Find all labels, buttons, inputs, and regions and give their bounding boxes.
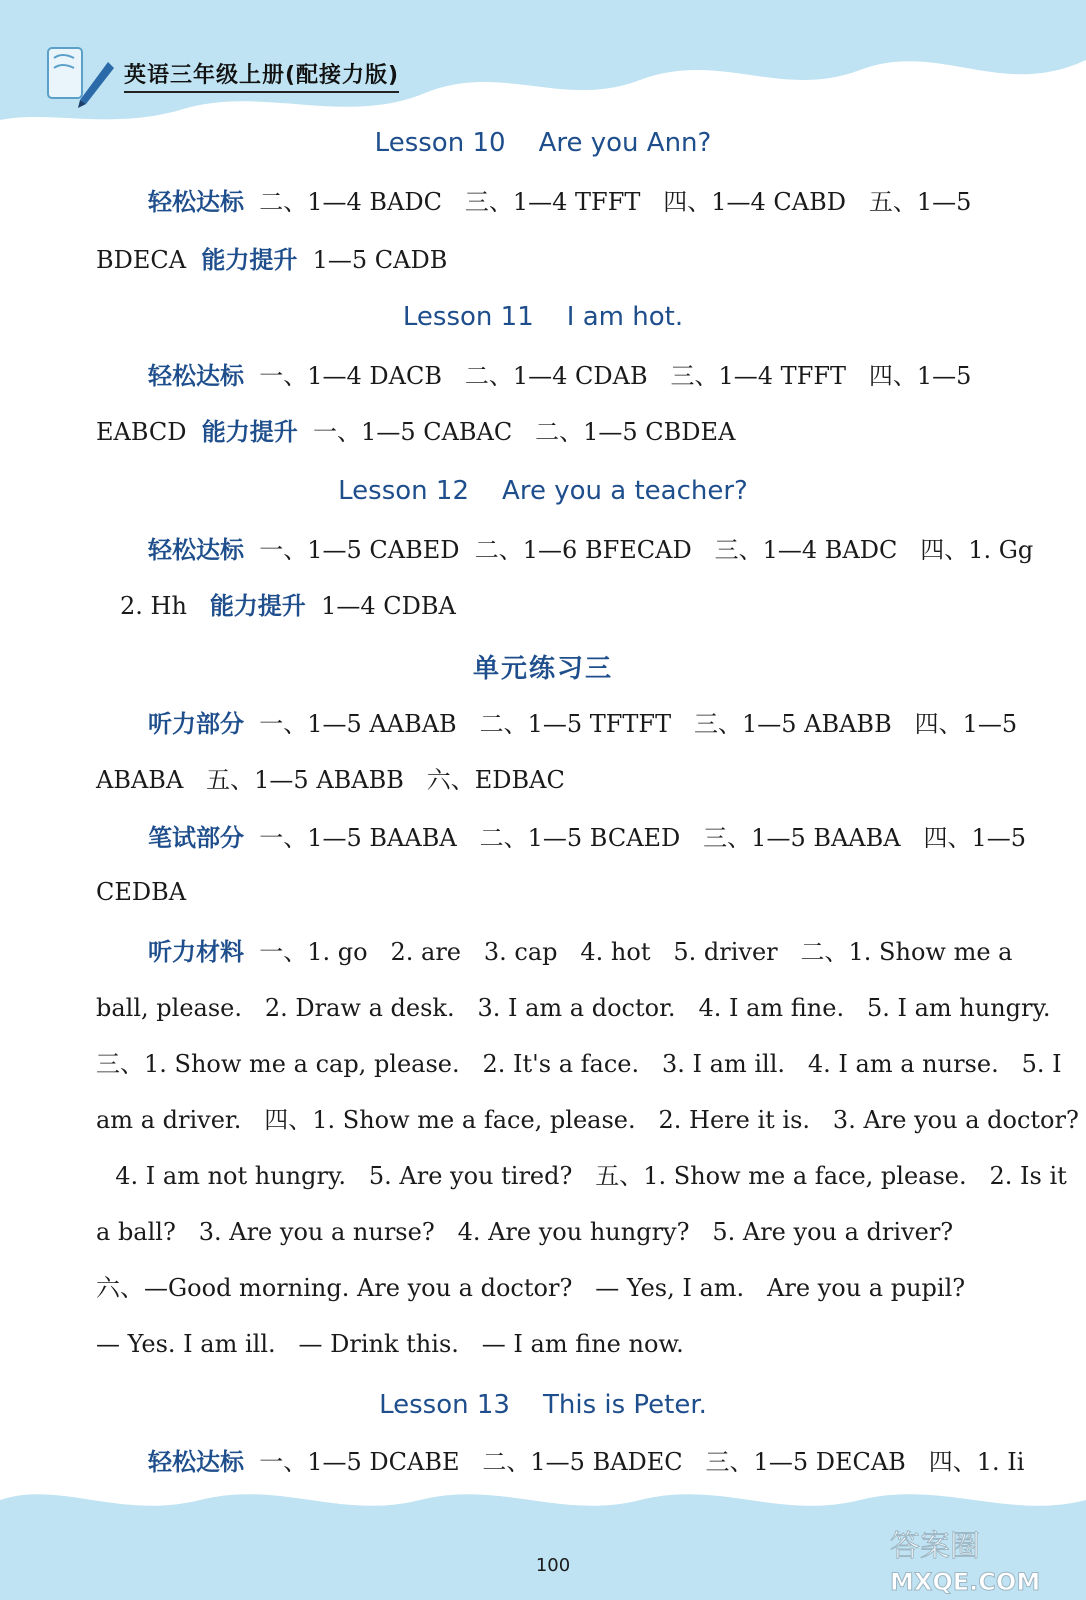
page-header [40,40,460,110]
unit-3-material-line-3: 三、1. Show me a cap, please. 2. It's a face. 3. I am ill. 4. I am a nurse. 5. I [96,1050,1062,1078]
unit-3-written-cont: CEDBA [96,878,187,906]
lesson-10-line-1 [148,186,1028,218]
unit-3-material-line-5: 4. I am not hungry. 5. Are you tired? 五、1. Show me a face, please. 2. Is it [100,1162,1067,1190]
lesson-10-title: Lesson 10 Are you Ann? [374,128,712,158]
header-title: 英语三年级上册(配接力版) [124,58,399,93]
label-basic: 轻松达标 [148,362,244,390]
unit-3-listening-cont: ABABA 五、1—5 ABABB 六、EDBAC [96,766,565,794]
lesson-10-line-2 [96,244,1026,276]
watermark-bottom: MXQE.COM [890,1568,1041,1596]
unit-3-title: 单元练习三 [472,654,613,684]
lesson-11-title: Lesson 11 I am hot. [402,302,684,332]
lesson-12-line-1 [148,534,1034,566]
book-pen-logo-icon [40,40,118,110]
lesson-12-line-2 [120,590,1050,622]
answers: 2. Hh [120,592,210,620]
answers: 一、1—5 CABAC 二、1—5 CBDEA [297,418,736,446]
unit-3-material-line-2: ball, please. 2. Draw a desk. 3. I am a doctor. 4. I am fine. 5. I am hungry. [96,994,1051,1022]
label-advanced: 能力提升 [209,592,306,620]
answers: 一、1. go 2. are 3. cap 4. hot 5. driver 二、1. Show me a [244,938,1013,966]
unit-3-written [148,822,1028,854]
unit-3-material-line-8: — Yes. I am ill. — Drink this. — I am fine now. [96,1330,684,1358]
answers: 一、1—5 BAABA 二、1—5 BCAED 三、1—5 BAABA 四、1—5 [244,824,1027,852]
answers: 1—4 CDBA [305,592,456,620]
lesson-11-line-2 [96,416,1026,448]
unit-3-material-line-6: a ball? 3. Are you a nurse? 4. Are you hungry? 5. Are you a driver? [96,1218,954,1246]
answers: 一、1—5 CABED 二、1—6 BFECAD 三、1—4 BADC 四、1. Gg [244,536,1034,564]
lesson-12-title: Lesson 12 Are you a teacher? [338,476,748,506]
unit-3-material-line-7: 六、—Good morning. Are you a doctor? — Yes, I am. Are you a pupil? [96,1274,966,1302]
label-advanced: 能力提升 [201,246,298,274]
page-number: 100 [535,1555,571,1576]
label-basic: 轻松达标 [148,1448,244,1476]
label-basic: 轻松达标 [148,536,244,564]
label-basic: 轻松达标 [148,188,244,216]
unit-3-material-line-4: am a driver. 四、1. Show me a face, please. 2. Here it is. 3. Are you a doctor? [96,1106,1079,1134]
label-advanced: 能力提升 [201,418,298,446]
answers: 一、1—5 AABAB 二、1—5 TFTFT 三、1—5 ABABB 四、1—5 [244,710,1018,738]
site-watermark [880,1520,1080,1600]
lesson-13-line-1 [148,1446,1028,1478]
answers: 一、1—5 DCABE 二、1—5 BADEC 三、1—5 DECAB 四、1. Ii [244,1448,1025,1476]
answers: 一、1—4 DACB 二、1—4 CDAB 三、1—4 TFFT 四、1—5 [244,362,972,390]
watermark-top: 答案圈 [890,1529,980,1564]
label-listening: 听力部分 [148,710,244,738]
answers: BDECA [96,246,202,274]
label-written: 笔试部分 [148,824,244,852]
unit-3-material-line-1 [148,936,1028,968]
answers: 二、1—4 BADC 三、1—4 TFFT 四、1—4 CABD 五、1—5 [244,188,972,216]
label-material: 听力材料 [148,938,244,966]
unit-3-listening [148,708,1028,740]
answers: 1—5 CADB [297,246,448,274]
lesson-11-line-1 [148,360,1028,392]
answers: EABCD [96,418,202,446]
lesson-13-title: Lesson 13 This is Peter. [379,1390,707,1420]
